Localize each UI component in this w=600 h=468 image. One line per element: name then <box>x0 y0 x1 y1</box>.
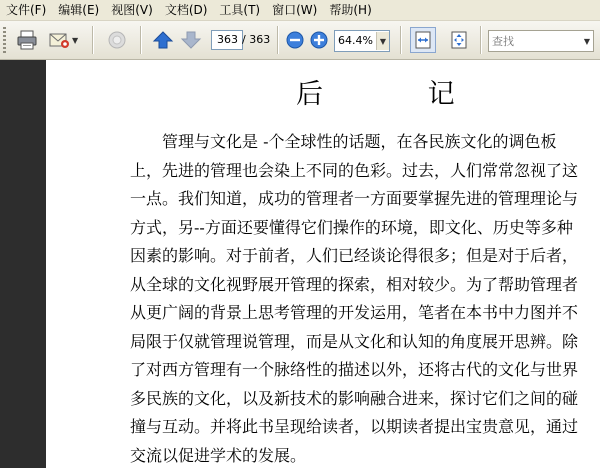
menu-help[interactable]: 帮助(H) <box>329 3 372 17</box>
disabled-icon <box>106 29 128 51</box>
email-button[interactable] <box>48 27 84 53</box>
toolbar-separator <box>480 26 482 54</box>
paragraph-line: 从全球的文化视野展开管理的探索，相对较少。为了帮助管理者 <box>130 274 579 294</box>
zoom-out-icon <box>285 30 305 50</box>
toolbar <box>0 21 600 60</box>
menu-tools[interactable]: 工具(T) <box>219 3 261 17</box>
document-body <box>130 128 592 468</box>
search-box[interactable] <box>488 30 594 52</box>
arrow-down-icon <box>180 29 202 51</box>
arrow-up-icon <box>152 29 174 51</box>
document-title: 后 记 <box>296 79 503 110</box>
print-button[interactable] <box>14 27 40 53</box>
paragraph-line: 一点。我们知道，成功的管理者一方面要掌握先进的管理理论与 <box>130 189 579 208</box>
email-dropdown-arrow[interactable]: ▼ <box>72 35 79 45</box>
zoom-dropdown-arrow[interactable]: ▼ <box>376 32 389 50</box>
menu-view[interactable]: 视图(V) <box>111 3 153 17</box>
navigation-panel <box>0 60 46 468</box>
print-icon <box>16 29 38 51</box>
search-dropdown-arrow[interactable]: ▼ <box>583 36 591 46</box>
fit-width-icon <box>413 30 433 50</box>
paragraph-line: 撞与互动。并将此书呈现给读者，以期读者提出宝贵意见，通过 <box>130 417 579 436</box>
paragraph-line: 方式，另--方面还要懂得它们操作的环境，即文化、历史等多种 <box>130 217 573 237</box>
page-total-label: / 363 <box>242 33 271 46</box>
fit-page-button[interactable] <box>446 27 472 53</box>
zoom-value[interactable]: 64.4% <box>338 34 373 47</box>
fit-width-button[interactable] <box>410 27 436 53</box>
fit-page-icon <box>449 30 469 50</box>
toolbar-separator <box>400 26 402 54</box>
next-page-button[interactable] <box>178 27 204 53</box>
search-input[interactable] <box>489 34 581 49</box>
toolbar-separator <box>140 26 142 54</box>
menu-edit[interactable]: 编辑(E) <box>58 3 100 17</box>
toolbar-separator <box>277 26 279 54</box>
paragraph-line: 从更广阔的背景上思考管理的开发运用，笔者在本书中力图并不 <box>130 303 579 322</box>
paragraph-line: 多民族的文化，以及新技术的影响融合进来，探讨它们之间的碰 <box>130 388 579 408</box>
paragraph-line: 了对西方管理有一个脉络性的描述以外，还将古代的文化与世界 <box>130 360 579 379</box>
paragraph-line: 因素的影响。对于前者，人们已经谈论得很多；但是对于后者， <box>130 246 579 265</box>
zoom-out-button[interactable] <box>282 27 308 53</box>
paragraph-line: 局限于仅就管理说管理，而是从文化和认知的角度展开思辨。除 <box>130 331 579 351</box>
menu-bar <box>0 0 600 21</box>
toolbar-separator <box>92 26 94 54</box>
paragraph-line: 上，先进的管理也会染上不同的色彩。过去，人们常常忽视了这 <box>130 160 579 180</box>
menu-window[interactable]: 窗口(W) <box>272 3 318 17</box>
document-page <box>46 60 600 468</box>
email-icon <box>48 29 72 51</box>
menu-file[interactable]: 文件(F) <box>6 3 47 17</box>
paragraph-line: 交流以促进学术的发展。 <box>130 445 307 465</box>
zoom-in-button[interactable] <box>306 27 332 53</box>
menu-document[interactable]: 文档(D) <box>164 3 208 17</box>
zoom-in-icon <box>309 30 329 50</box>
disabled-tool-button[interactable] <box>104 27 130 53</box>
previous-page-button[interactable] <box>150 27 176 53</box>
toolbar-grip[interactable] <box>3 27 6 53</box>
zoom-select[interactable] <box>334 30 390 52</box>
paragraph-line: 管理与文化是 -个全球性的话题，在各民族文化的调色板 <box>162 132 557 151</box>
page-number-input[interactable] <box>211 30 243 50</box>
